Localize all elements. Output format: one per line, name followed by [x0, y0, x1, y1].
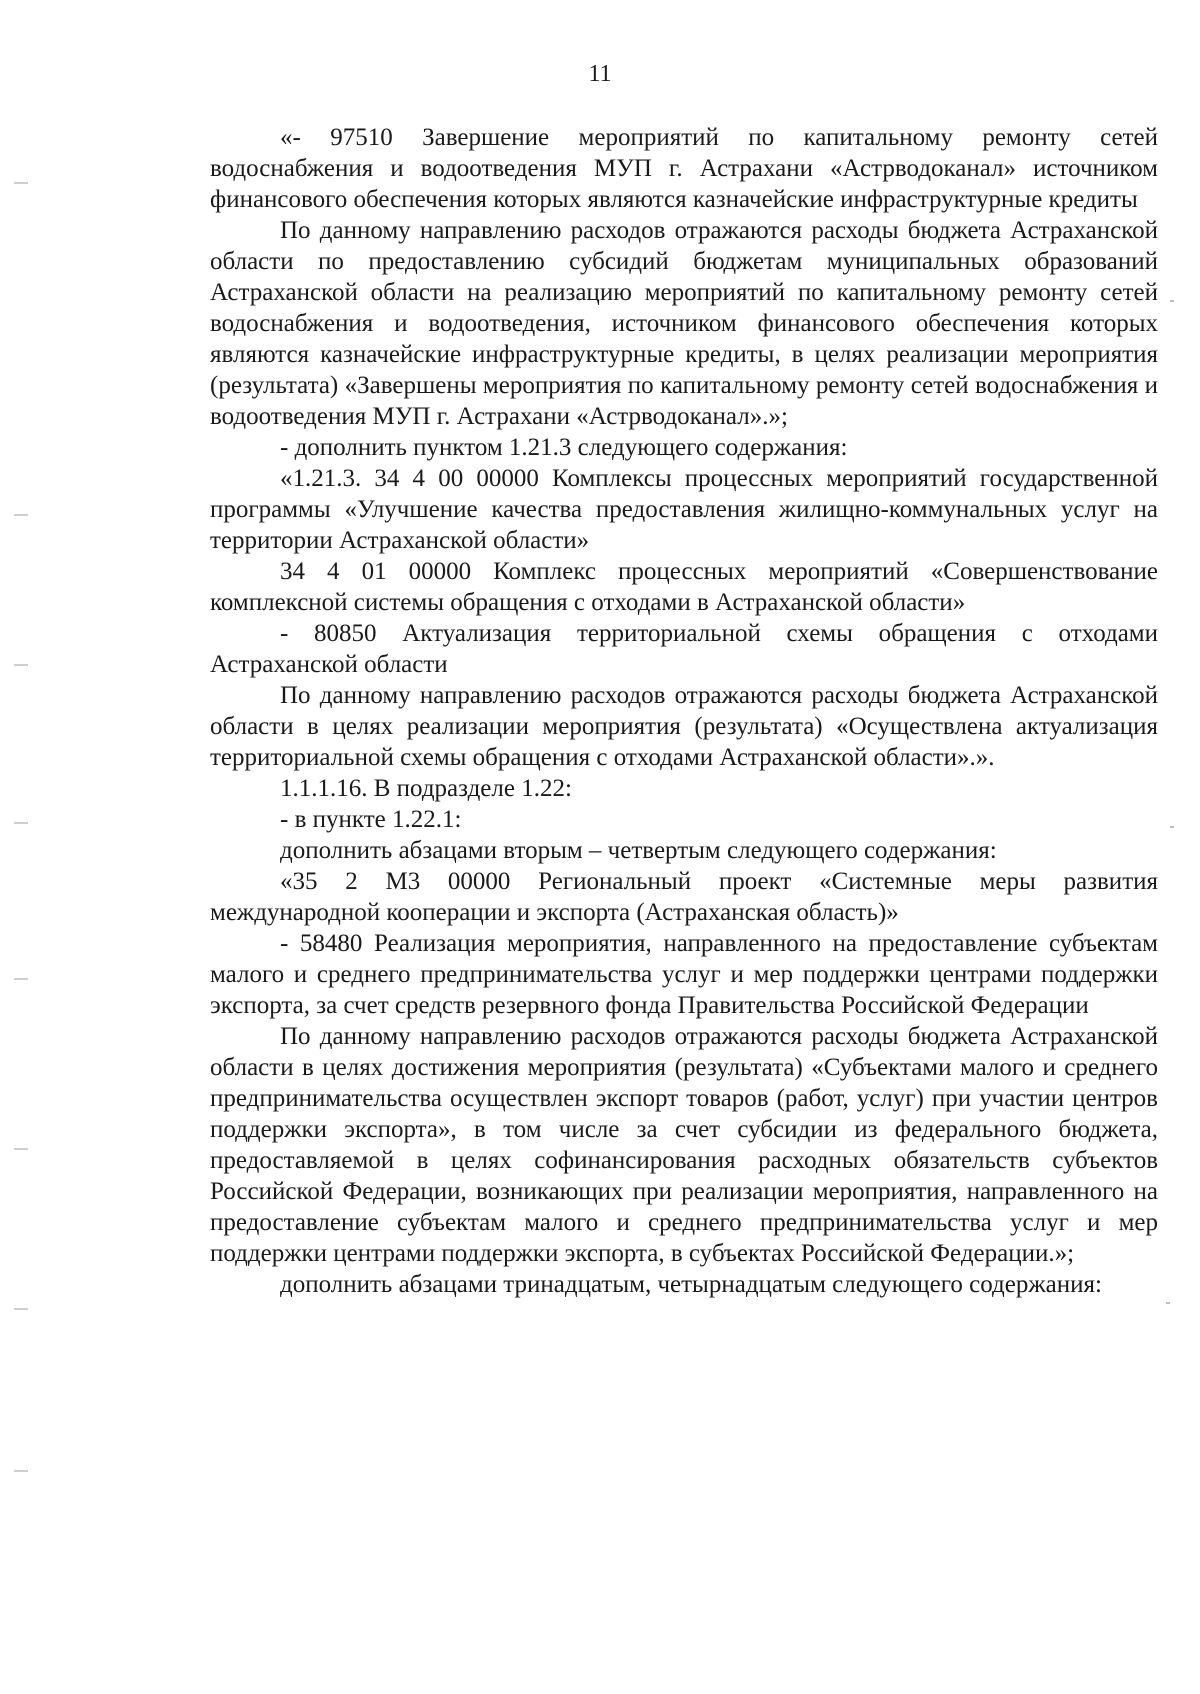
- page-number: 11: [588, 61, 612, 87]
- paragraph-58480-heading: - 58480 Реализация мероприятия, направленного на предоставление субъектам малого и среднего предпринимательства услуг и мер поддержки центрами поддержки экспорта, за счет средств резервного фонда Правительства Российской Федерации: [210, 930, 1158, 1019]
- scan-artifact: [14, 1308, 28, 1310]
- document-body: [210, 122, 1158, 1300]
- scan-artifact: [14, 664, 28, 666]
- paragraph-add-1-21-3: - дополнить пунктом 1.21.3 следующего содержания:: [280, 434, 848, 461]
- paragraph-add-13-14: дополнить абзацами тринадцатым, четырнадцатым следующего содержания:: [280, 1271, 1102, 1298]
- paragraph-80850-description: По данному направлению расходов отражаются расходы бюджета Астраханской области в целях реализации мероприятия (результата) «Осуществлена актуализация территориальной схемы обращения с отходами Астраханской области».».: [210, 682, 1158, 771]
- paragraph-97510-heading: «- 97510 Завершение мероприятий по капитальному ремонту сетей водоснабжения и водоотведения МУП г. Астрахани «Астрводоканал» источником финансового обеспечения которых являются казначейские инфраструктурные кредиты: [210, 124, 1158, 213]
- paragraph-58480-description: По данному направлению расходов отражаются расходы бюджета Астраханской области в целях достижения мероприятия (результата) «Субъектами малого и среднего предпринимательства осуществлен экспорт товаров (работ, услуг) при участии центров поддержки экспорта», в том числе за счет субсидии из федерального бюджета, предоставляемой в целях софинансирования расходных обязательств субъектов Российской Федерации, возникающих при реализации мероприятия, направленного на предоставление субъектам малого и среднего предпринимательства услуг и мер поддержки центрами поддержки экспорта, в субъектах Российской Федерации.»;: [210, 1023, 1158, 1267]
- paragraph-97510-description: По данному направлению расходов отражаются расходы бюджета Астраханской области по предоставлению субсидий бюджетам муниципальных образований Астраханской области на реализацию мероприятий по капитальному ремонту сетей водоснабжения и водоотведения, источником финансового обеспечения которых являются казначейские инфраструктурные кредиты, в целях реализации мероприятия (результата) «Завершены мероприятия по капитальному ремонту сетей водоснабжения и водоотведения МУП г. Астрахани «Астрводоканал».»;: [210, 217, 1158, 430]
- paragraph-1-21-3-heading: «1.21.3. 34 4 00 00000 Комплексы процессных мероприятий государственной программы «Улучшение качества предоставления жилищно-коммунальных услуг на территории Астраханской области»: [210, 465, 1158, 554]
- scan-artifact: [1166, 1302, 1170, 1304]
- scan-artifact: [14, 978, 28, 980]
- paragraph-35-2-m3-heading: «35 2 М3 00000 Региональный проект «Системные меры развития международной кооперации и экспорта (Астраханская область)»: [210, 868, 1158, 926]
- scan-artifact: [14, 1148, 28, 1150]
- scan-artifact: [1170, 300, 1174, 302]
- scan-artifact: [14, 822, 28, 824]
- paragraph-point-1-22-1: - в пункте 1.22.1:: [280, 806, 462, 833]
- scan-artifact: [1170, 826, 1174, 828]
- paragraph-34-4-01-heading: 34 4 01 00000 Комплекс процессных мероприятий «Совершенствование комплексной системы обращения с отходами в Астраханской области»: [210, 558, 1158, 616]
- paragraph-80850-heading: - 80850 Актуализация территориальной схемы обращения с отходами Астраханской области: [210, 620, 1158, 678]
- scan-artifact: [14, 514, 28, 516]
- scan-artifact: [14, 1470, 28, 1472]
- paragraph-1-1-1-16: 1.1.1.16. В подразделе 1.22:: [280, 775, 572, 802]
- paragraph-add-2-4: дополнить абзацами вторым – четвертым следующего содержания:: [280, 837, 997, 864]
- scan-artifact: [14, 182, 28, 184]
